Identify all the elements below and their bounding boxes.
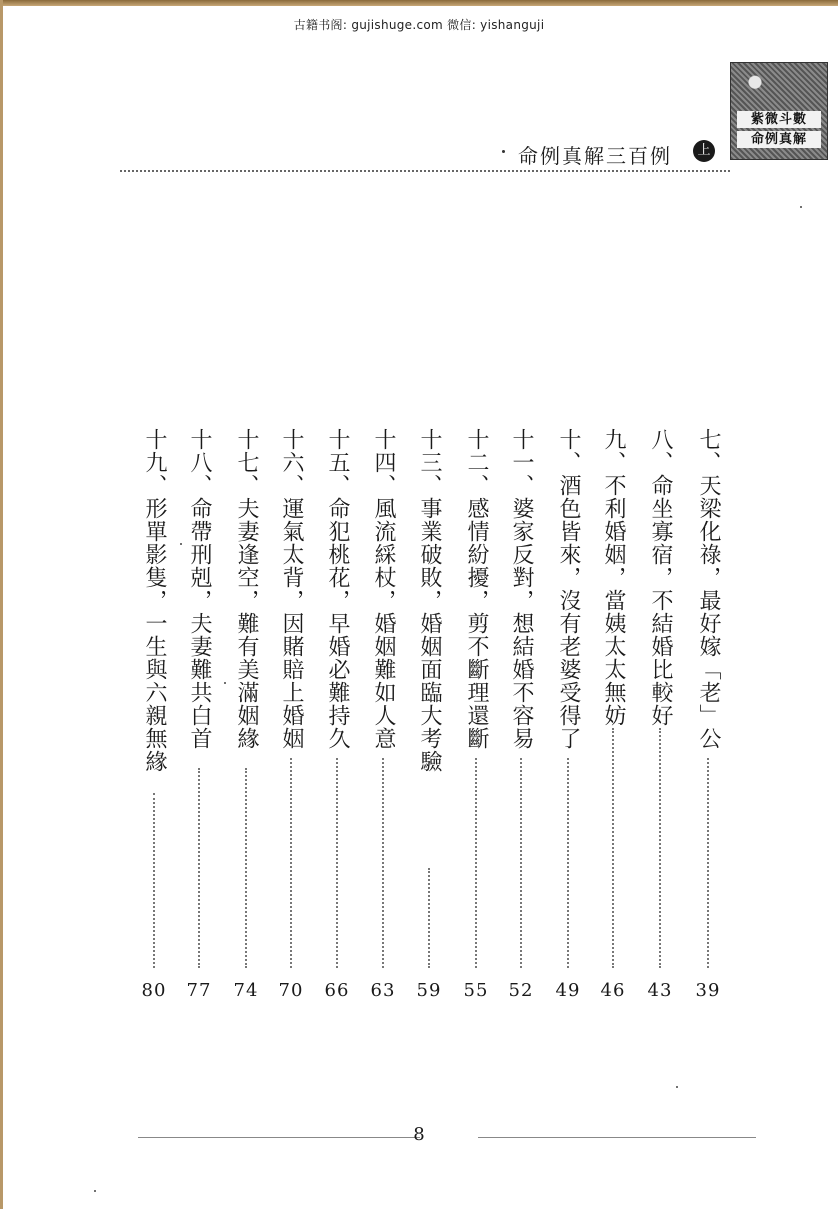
- toc-entry-title: 十五、命犯桃花，早婚必難持久: [325, 428, 350, 750]
- page-frame-top: [0, 0, 838, 6]
- toc-entry-page: 39: [695, 980, 721, 1001]
- toc-entry-title: 十八、命帶刑剋，夫妻難共白首: [187, 428, 212, 750]
- toc-entry-title: 十一、婆家反對，想結婚不容易: [509, 428, 534, 750]
- toc-entry-title: 九、不利婚姻，當姨太太無妨: [601, 428, 626, 727]
- toc-entry-page: 63: [370, 980, 396, 1001]
- toc-entry-title: 八、命坐寡宿，不結婚比較好: [648, 428, 673, 727]
- toc-entry-page: 43: [647, 980, 673, 1001]
- toc-entry-title: 七、天梁化祿，最好嫁「老」公: [696, 428, 721, 750]
- toc-entry[interactable]: [184, 428, 214, 1008]
- toc-entry[interactable]: [414, 428, 444, 1008]
- dot-leader: [567, 758, 569, 968]
- logo-line-2: 命例真解: [737, 131, 821, 148]
- toc-entry[interactable]: [553, 428, 583, 1008]
- dot-leader: [428, 868, 430, 968]
- scan-speck: [180, 543, 182, 545]
- toc-entry[interactable]: [645, 428, 675, 1008]
- scan-speck: [94, 1190, 96, 1192]
- toc-entry-page: 80: [141, 980, 167, 1001]
- dot-leader: [382, 758, 384, 968]
- toc-entry-title: 十四、風流綵杖，婚姻難如人意: [371, 428, 396, 750]
- toc-entry[interactable]: [368, 428, 398, 1008]
- page-frame-left: [0, 0, 3, 1209]
- logo-line-1: 紫微斗數: [737, 111, 821, 128]
- toc-entry[interactable]: [276, 428, 306, 1008]
- toc-entry-page: 52: [508, 980, 534, 1001]
- book-title: 命例真解三百例: [518, 144, 672, 168]
- scan-speck: [800, 206, 802, 208]
- dot-leader: [198, 768, 200, 968]
- toc-entry-page: 55: [463, 980, 489, 1001]
- toc-entry-page: 59: [416, 980, 442, 1001]
- header-rule: [120, 170, 730, 172]
- dot-leader: [245, 768, 247, 968]
- toc-entry-title: 十三、事業破敗，婚姻面臨大考驗: [417, 428, 442, 773]
- toc-entry-page: 49: [555, 980, 581, 1001]
- dot-leader: [520, 758, 522, 968]
- scan-speck: [676, 1086, 678, 1088]
- toc-entry-page: 46: [600, 980, 626, 1001]
- toc-entry-title: 十九、形單影隻，一生與六親無緣: [142, 428, 167, 773]
- page-number: 8: [413, 1124, 425, 1145]
- toc-entry[interactable]: [461, 428, 491, 1008]
- toc-entry[interactable]: [506, 428, 536, 1008]
- dot-leader: [153, 793, 155, 968]
- dot-leader: [475, 758, 477, 968]
- book-logo: [730, 62, 828, 160]
- dot-leader: [336, 758, 338, 968]
- dot-leader: [290, 758, 292, 968]
- toc-entry[interactable]: [322, 428, 352, 1008]
- footer-rule-right: [478, 1137, 756, 1138]
- dot-leader: [659, 728, 661, 968]
- toc-entry-title: 十、酒色皆來，沒有老婆受得了: [556, 428, 581, 750]
- toc-entry-title: 十七、夫妻逢空，難有美滿姻緣: [234, 428, 259, 750]
- dot-leader: [612, 728, 614, 968]
- scan-speck: [224, 682, 226, 684]
- volume-mark: 上: [693, 140, 715, 162]
- toc-entry-title: 十二、感情紛擾，剪不斷理還斷: [464, 428, 489, 750]
- toc-entry[interactable]: [598, 428, 628, 1008]
- toc-entry[interactable]: [139, 428, 169, 1008]
- toc-entry-title: 十六、運氣太背，因賭賠上婚姻: [279, 428, 304, 750]
- header-dot: [502, 150, 505, 153]
- toc-entry-page: 70: [278, 980, 304, 1001]
- toc-entry[interactable]: [693, 428, 723, 1008]
- toc-entry[interactable]: [231, 428, 261, 1008]
- dot-leader: [707, 758, 709, 968]
- toc-entry-page: 77: [186, 980, 212, 1001]
- toc-entry-page: 66: [324, 980, 350, 1001]
- watermark-text: 古籍书阁: gujishuge.com 微信: yishanguji: [293, 18, 545, 32]
- toc-entry-page: 74: [233, 980, 259, 1001]
